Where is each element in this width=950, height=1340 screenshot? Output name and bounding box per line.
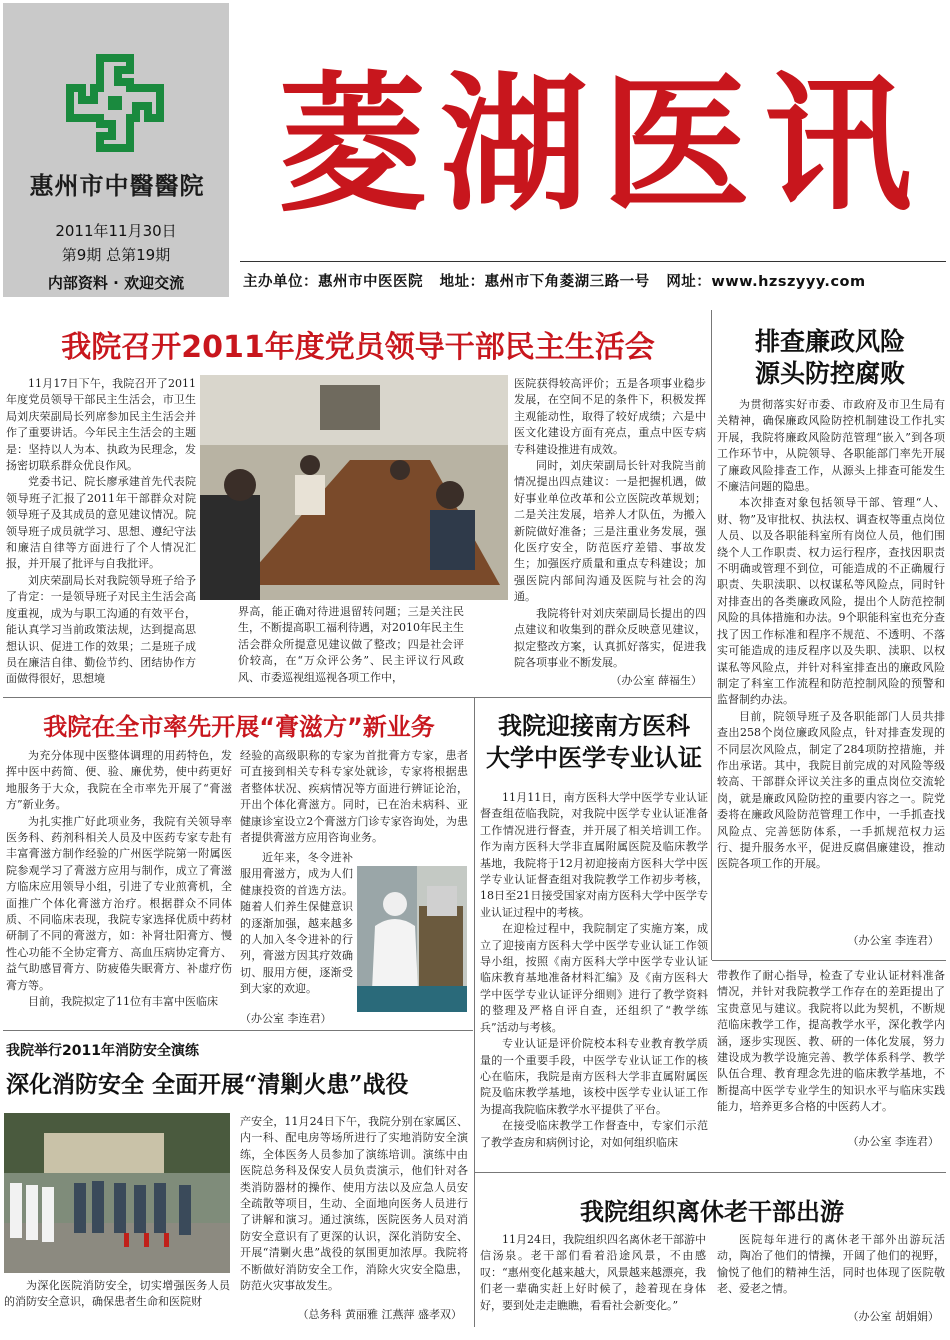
paragraph: 本次排查对象包括领导干部、管理“人、财、物”及审批权、执法权、调查权等重点岗位人员、以及各职能科室所有岗位人员，他们围绕个人工作职责、权力运行程序，查找因职责不明确或管理不到位，可能造成的不正确履行职责、失职渎职、以权谋私等风险点，同时针对排查出的各类廉政风险，提出个人防范控制风险的具体措施和办法。9个职能科室也充分查找了因工作标准和程序不规范、不透明、不落实可能造成的违反程序以及失职、渎职、以权谋私等风险点，并针对科室排查出的廉政风险制定了科室工作流程和防范控制风险的预警和监督制约办法。 [717,496,945,707]
issue-date: 2011年11月30日 [55,222,177,240]
paragraph: 界高，能正确对待进退留转问题；三是关注民生，不断提高职工福利待遇，对2010年民主生活会群众所提意见建议做了整改；四是社会评价较高，在“万众评公务”、民主评议行风政风、市委巡视组巡视各项工作中， [238,605,464,684]
article5-signature: （总务科 黄丽雅 江燕萍 盛孝双） [297,1308,462,1321]
paragraph: 目前，院领导班子及各职能部门人员共排查出258个岗位廉政风险点，针对排查发现的不同层次风险点，制定了284项防控措施，并作出承诺。其中，我院目前完成的对风险等级较高、干部群众评议关注多的重点岗位交流轮岗，就是廉政风险防控的重要内容之一。院党委将在廉政风险防范管理工作中，一手抓查找风险点、完善惩防体系，一手抓规范权力运行、提升服务水平，促进反腐倡廉建设，推动医院各项工作的开展。 [717,709,945,871]
paragraph: 近年来，冬令进补服用膏滋方，成为人们健康投资的首选方法。随着人们养生保健意识的逐渐加强，越来越多的人加入冬令进补的行列，膏滋方因其疗效确切、服用方便，逐渐受到大家的欢迎。 [240,851,353,996]
article4-body [480,790,708,1166]
paragraph: 为深化医院消防安全，切实增强医务人员的消防安全意识，确保患者生命和医院财 [4,1279,230,1309]
article2-title-line2: 源头防控腐败 [754,359,905,388]
sponsor-value: 惠州市中医医院 [318,274,423,290]
article3-photo [357,866,467,1012]
paragraph: 为扎实推广好此项业务，我院有关领导率医务科、药剂科相关人员及中医药专家专赴有丰富膏滋方制作经验的广州医学院第一附属医院参观学习了膏滋方应用与制作，成立了膏滋方临床应用领导小组，引进了专业煎膏机，全面推广个体化膏滋方治疗。根据群众不同体质、不同临床表现，我院专家选择优质中药材研制了不同的膏滋方，如：补肾壮阳膏方、慢性心功能不全协定膏方、高血压病协定膏方、益气助感冒膏方、防疲倦失眠膏方、补虚疗伤膏方等。 [6,814,232,992]
article6-signature: （办公室 胡娟娟） [847,1310,939,1323]
article4-title [478,710,710,774]
divider-lower-left [3,1030,473,1031]
paragraph: 同时，刘庆荣副局长针对我院当前情况提出四点建议：一是把握机遇，做好事业单位改革和公立医院改革规划；二是关注发展，培养人才队伍，为搬入新院做好准备；三是注重业务发展，强化医疗安全，防范医疗差错、事故发生；加强医疗质量和重点专科建设；加强医院内部间沟通及医院与社会的沟通。 [514,459,706,604]
internal-note: 内部资料 · 欢迎交流 [47,274,185,292]
paragraph: 产安全，11月24日下午，我院分别在家属区、内一科、配电房等场所进行了实地消防安全演练，全体医务人员参加了演练培训。演练中由医院总务科及保安人员负责演示，他们针对各类消防器材的操作、使用方法以及应急人员安全疏散等项目，生动、全面地向医务人员进行了讲解和演习。通过演练，医院医务人员对消防安全意识有了更深的认识，深化消防安全、开展“清剿火患”战役的氛围更加浓厚。我院将不断做好消防安全工作，消除火灾安全隐患，防范火灾事故发生。 [240,1115,468,1293]
article5-col2 [240,1114,468,1304]
article3-col2 [240,748,468,848]
article4-signature: （办公室 李连君） [847,1135,939,1148]
article5-title: 深化消防安全 全面开展“清剿火患”战役 [6,1071,409,1098]
paragraph: 我院将针对刘庆荣副局长提出的四点建议和收集到的群众反映意见建议，拟定整改方案，认真抓好落实，促进我院各项事业不断发展。 [514,606,706,669]
issue-number: 第9期 总第19期 [61,246,171,264]
paragraph: 党委书记、院长廖承建首先代表院领导班子汇报了2011年干部群众对院领导班子及其成员的意见建议情况。院领导班子成员就学习、思想、遵纪守法和廉洁自律等方面进行了个人情况汇报，并开展了批评与自我批评。 [6,475,196,571]
article2-title-line1: 排查廉政风险 [754,327,905,356]
paragraph: 11月24日，我院组织四名离休老干部游中信汤泉。老干部们看着沿途风景，不由感叹：“惠州变化越来越大，风景越来越漂亮，我们老一辈确实赶上好时候了，趁着现在身体好，要到处走走瞧瞧，看看社会新变化。” [480,1233,706,1312]
article2-signature: （办公室 李连君） [847,934,939,947]
website-label: 网址： [666,274,712,290]
paragraph: 为贯彻落实好市委、市政府及市卫生局有关精神，确保廉政风险防控机制建设工作扎实开展，我院将廉政风险防范管理“嵌入”到各项工作环节中，从院领导、各职能部门率先开展了廉政风险排查工作，从源头上排查可能发生不廉洁问题的隐患。 [717,398,945,494]
address-label: 地址： [439,274,485,290]
sponsor-label: 主办单位： [243,274,318,290]
article6-title: 我院组织离休老干部出游 [580,1197,844,1226]
article1-photo [200,375,508,600]
article3-col1 [6,748,232,1018]
article5-kicker: 我院举行2011年消防安全演练 [6,1043,199,1059]
newspaper-title: 菱湖医讯 [278,59,926,231]
article3-col2b [240,850,353,1010]
address-value: 惠州市下角菱湖三路一号 [484,274,650,290]
article1-signature: （办公室 薛福生） [610,674,702,687]
article1-title: 我院召开2011年度党员领导干部民主生活会 [61,330,655,365]
article4-body2 [717,968,945,1130]
hospital-logo-icon [64,52,166,154]
article6-col2 [717,1232,945,1306]
paragraph: 带教作了耐心指导，检查了专业认证材料准备情况，并针对我院教学工作存在的差距提出了宝贵意见与建议。我院将以此为契机，不断规范临床教学工作，提高教学水平，深化教学内涵，逐步实现医、教、研的一体化发展，努力建设成为教学设施完善、教学体系科学、教学队伍合理、教育理念先进的临床教学基地，不断提高中医学专业学生的知识水平与临床实践能力，培养更多合格的中医药人才。 [717,969,945,1114]
paragraph: 在迎检过程中，我院制定了实施方案，成立了迎接南方医科大学中医学专业认证工作领导小组，按照《南方医科大学中医学专业认证临床教育基地准备材料汇编》及《南方医科大学中医学专业认证评分细则》进行了教学资料的整理及严格自评自查，还组织了“教学练兵”活动与考核。 [480,922,708,1034]
article3-title: 我院在全市率先开展“膏滋方”新业务 [43,713,435,741]
paragraph: 医院获得较高评价；五是各项事业稳步发展，在空间不足的条件下，积极发挥主观能动性，取得了较好成绩；六是中医文化建设方面有亮点，重点中医专病专科建设推进有成效。 [514,377,706,456]
paragraph: 医院每年进行的离休老干部外出游玩活动，陶冶了他们的情操，开阔了他们的视野，愉悦了他们的精神生活，同时也体现了医院敬老、爱老之情。 [717,1233,945,1296]
hospital-name: 惠州市中醫醫院 [29,171,205,200]
divider-mid-left [3,697,711,698]
article1-col1-cont [6,590,196,690]
paragraph: 为充分体现中医整体调理的用药特色，发挥中医中药简、便、验、廉优势，使中药更好地服务于大众，我院在全市率先开展了“膏滋方”新业务。 [6,749,232,812]
article1-col3 [514,376,706,671]
masthead-rule [240,261,946,262]
divider-right-lower [712,960,946,961]
article2-body [717,397,945,929]
paragraph: 专业认证是评价院校本科专业教育教学质量的一个重要手段，中医学专业认证工作的核心在临床，我院是南方医科大学非直属附属医院及临床教学基地，该校中医学专业认证工作为提高我院临床教学水平提供了平台。 [480,1037,708,1116]
article5-col1 [4,1278,230,1328]
divider-bottom-right [475,1172,946,1173]
paragraph: 在接受临床教学工作督查中，专家们示范了教学查房和病例讨论，对如何组织临床 [480,1119,708,1149]
article4-title-line1: 我院迎接南方医科 [498,711,690,740]
article5-photo [4,1113,230,1273]
column-divider-right [711,310,712,960]
publisher-line [243,270,948,291]
column-divider-mid [474,697,475,1327]
paragraph: 11月11日，南方医科大学中医学专业认证督查组莅临我院，对我院中医学专业认证准备工作情况进行督查，并开展了相关培训工作。作为南方医科大学非直属附属医院及临床教学基地，我院将于12月初迎接南方医科大学中医学专业认证督查组对我院教学工作初步考核，18日至21日接受国家对南方医科大学中医学专业认证过程中的考核。 [480,791,708,919]
website-value: www.hzszyyy.com [711,274,866,290]
article3-signature: （办公室 李连君） [240,1012,332,1025]
paragraph: 11月17日下午，我院召开了2011年度党员领导干部民主生活会，市卫生局刘庆荣副局长列席参加民主生活会并作了重要讲话。今年民主生活会的主题是：坚持以人为本、执政为民理念，发扬密切联系群众优良作风。 [6,377,196,473]
paragraph: 经验的高级职称的专家为首批膏方专家，患者可直接到相关专科专家处就诊，专家将根据患者整体状况、疾病情况等方面进行辨证论治，开出个体化膏滋方。同时，已在治未病科、亚健康诊室设立2个膏滋方门诊专家咨询处，为患者提供膏滋方应用咨询业务。 [240,749,468,845]
article2-title [715,326,945,390]
article1-col2 [238,604,464,694]
paragraph: 刘庆荣副局长对我院领导班子给予了肯定：一是领导班子对民主生活会高度重视，成为与职工沟通的有效平台，能认真学习当前政策法规，达到提高思想认识、促进工作的效果；二是班子成员在廉洁自律、勤俭节约、团结协作方面做得很好，思想境 [6,573,196,686]
paragraph: 目前，我院拟定了11位有丰富中医临床 [28,995,218,1009]
article6-col1 [480,1232,706,1312]
article4-title-line2: 大学中医学专业认证 [486,743,702,772]
